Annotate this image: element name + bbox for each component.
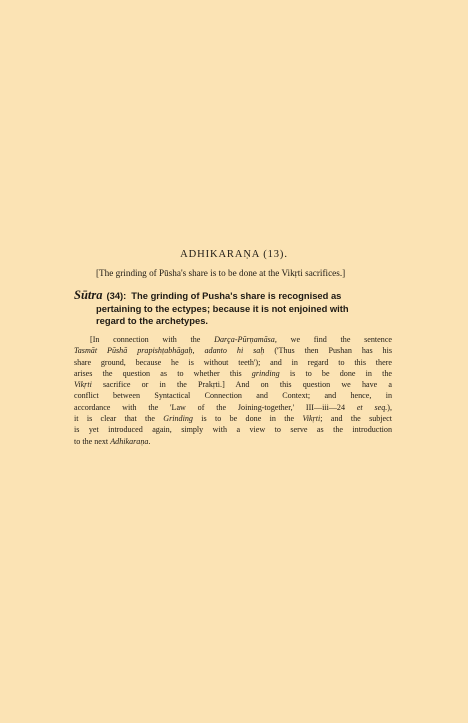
sutra-block xyxy=(74,289,392,328)
text-run: share ground, because he is without teeth'); and in regard to this there xyxy=(74,357,392,367)
text-run: is yet introduced again, simply with a view to serve as the introduction xyxy=(74,425,392,435)
sutra-text-line-3: regard to the archetypes. xyxy=(96,315,209,326)
text-run: arises the question as to whether this xyxy=(74,368,252,378)
commentary-line xyxy=(74,368,392,379)
text-run: [In connection with the xyxy=(90,335,215,344)
sutra-text-line-2: pertaining to the ectypes; because it is not enjoined with xyxy=(96,302,349,314)
text-run: is to be done in the xyxy=(192,414,303,424)
commentary-line xyxy=(74,413,392,424)
commentary-line xyxy=(74,345,392,356)
text-run: , we find the sentence xyxy=(274,335,392,344)
text-run: accordance with the 'Law of the Joining-together,' III—iii—24 xyxy=(74,402,357,412)
italic-term: et seq. xyxy=(356,402,388,412)
commentary-line xyxy=(74,357,392,368)
italic-term: Darça-Pūrṇamāsa xyxy=(214,335,275,344)
italic-term: grinding xyxy=(251,368,280,378)
commentary-line xyxy=(74,390,392,401)
commentary-line xyxy=(74,424,392,435)
text-run: ; and the subject xyxy=(320,414,392,424)
section-heading: ADHIKARAṆA (13). xyxy=(180,249,288,260)
text-run: is to be done in the xyxy=(279,368,393,378)
text-run: sacrifice or in the Prakṛti.] And on this question we have a xyxy=(91,380,392,390)
text-run: . xyxy=(148,436,151,446)
commentary-line xyxy=(74,436,392,447)
text-run: it is clear that the xyxy=(74,414,164,424)
italic-term: Vikṛti xyxy=(74,380,92,390)
text-run: conflict between Syntactical Connection and Context; and hence, in xyxy=(74,391,392,401)
italic-term: Vikṛti xyxy=(302,414,321,424)
commentary-line xyxy=(74,379,392,390)
section-summary: [The grinding of Pūsha's share is to be done at the Vikṛti sacrifices.] xyxy=(96,268,346,278)
commentary-line xyxy=(74,334,392,345)
text-run: ('Thus then Pushan has his xyxy=(264,346,393,356)
sutra-text-line-1: The grinding of Pusha's share is recognised as xyxy=(131,290,342,301)
commentary-line xyxy=(74,402,392,413)
italic-term: Grinding xyxy=(163,414,193,424)
italic-term: Tasmāt Pūshā prapishṭabhāgaḥ, adanto hi saḥ xyxy=(74,346,265,356)
sutra-label: Sūtra xyxy=(74,288,103,302)
text-run: to the next xyxy=(74,436,111,446)
italic-term: Adhikaraṇa xyxy=(110,436,149,446)
sutra-number: (34): xyxy=(106,290,127,301)
commentary-paragraph xyxy=(74,334,392,447)
text-run: ), xyxy=(387,402,392,412)
